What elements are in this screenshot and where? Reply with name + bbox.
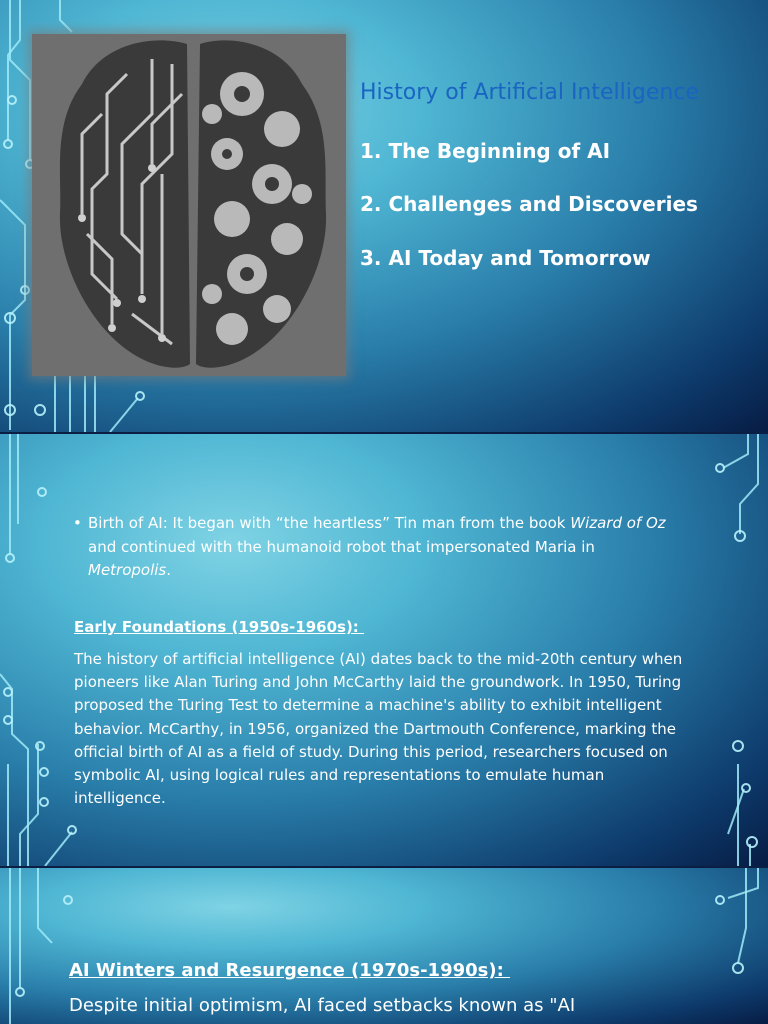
bullet-middle: and continued with the humanoid robot that impersonated Maria in bbox=[88, 537, 595, 556]
agenda-item-2: 2. Challenges and Discoveries bbox=[360, 192, 698, 216]
agenda-item-1: 1. The Beginning of AI bbox=[360, 139, 611, 163]
circuit-decoration-right bbox=[698, 434, 768, 866]
slide-early-foundations bbox=[0, 434, 768, 866]
bullet-dot: • bbox=[73, 514, 82, 532]
slide-title-text: History of Artificial Intelligence bbox=[360, 80, 699, 105]
slide-title bbox=[0, 0, 768, 432]
bullet-book-title: Wizard of Oz bbox=[570, 514, 666, 532]
section-paragraph: Despite initial optimism, AI faced setbacks known as "AI bbox=[69, 995, 576, 1016]
bullet-birth-of-ai bbox=[73, 512, 673, 583]
bullet-film-title: Metropolis bbox=[88, 561, 167, 579]
brain-circuit-icon bbox=[32, 34, 346, 376]
section-heading: AI Winters and Resurgence (1970s-1990s): bbox=[69, 960, 511, 981]
section-heading: Early Foundations (1950s-1960s): bbox=[74, 618, 365, 636]
bullet-text bbox=[73, 512, 673, 583]
brain-image bbox=[32, 34, 346, 376]
bullet-suffix: . bbox=[166, 561, 172, 579]
bullet-prefix: Birth of AI: It began with “the heartless” Tin man from the book bbox=[88, 514, 571, 532]
section-paragraph: The history of artificial intelligence (AI) dates back to the mid-20th century when pioneers like Alan Turing and John McCarthy laid the groundwork. In 1950, Turing proposed the Turing Test to determine a machine's ability to exhibit intelligent behavior. McCarthy, in 1956, organized the Dartmouth Conference, marking the official birth of AI as a field of study. During this period, researchers focused on symbolic AI, using logical rules and representations to emulate human intelligence. bbox=[74, 650, 683, 808]
circuit-decoration-right bbox=[698, 868, 768, 1024]
agenda-item-3: 3. AI Today and Tomorrow bbox=[360, 246, 651, 270]
slide-ai-winters bbox=[0, 868, 768, 1024]
